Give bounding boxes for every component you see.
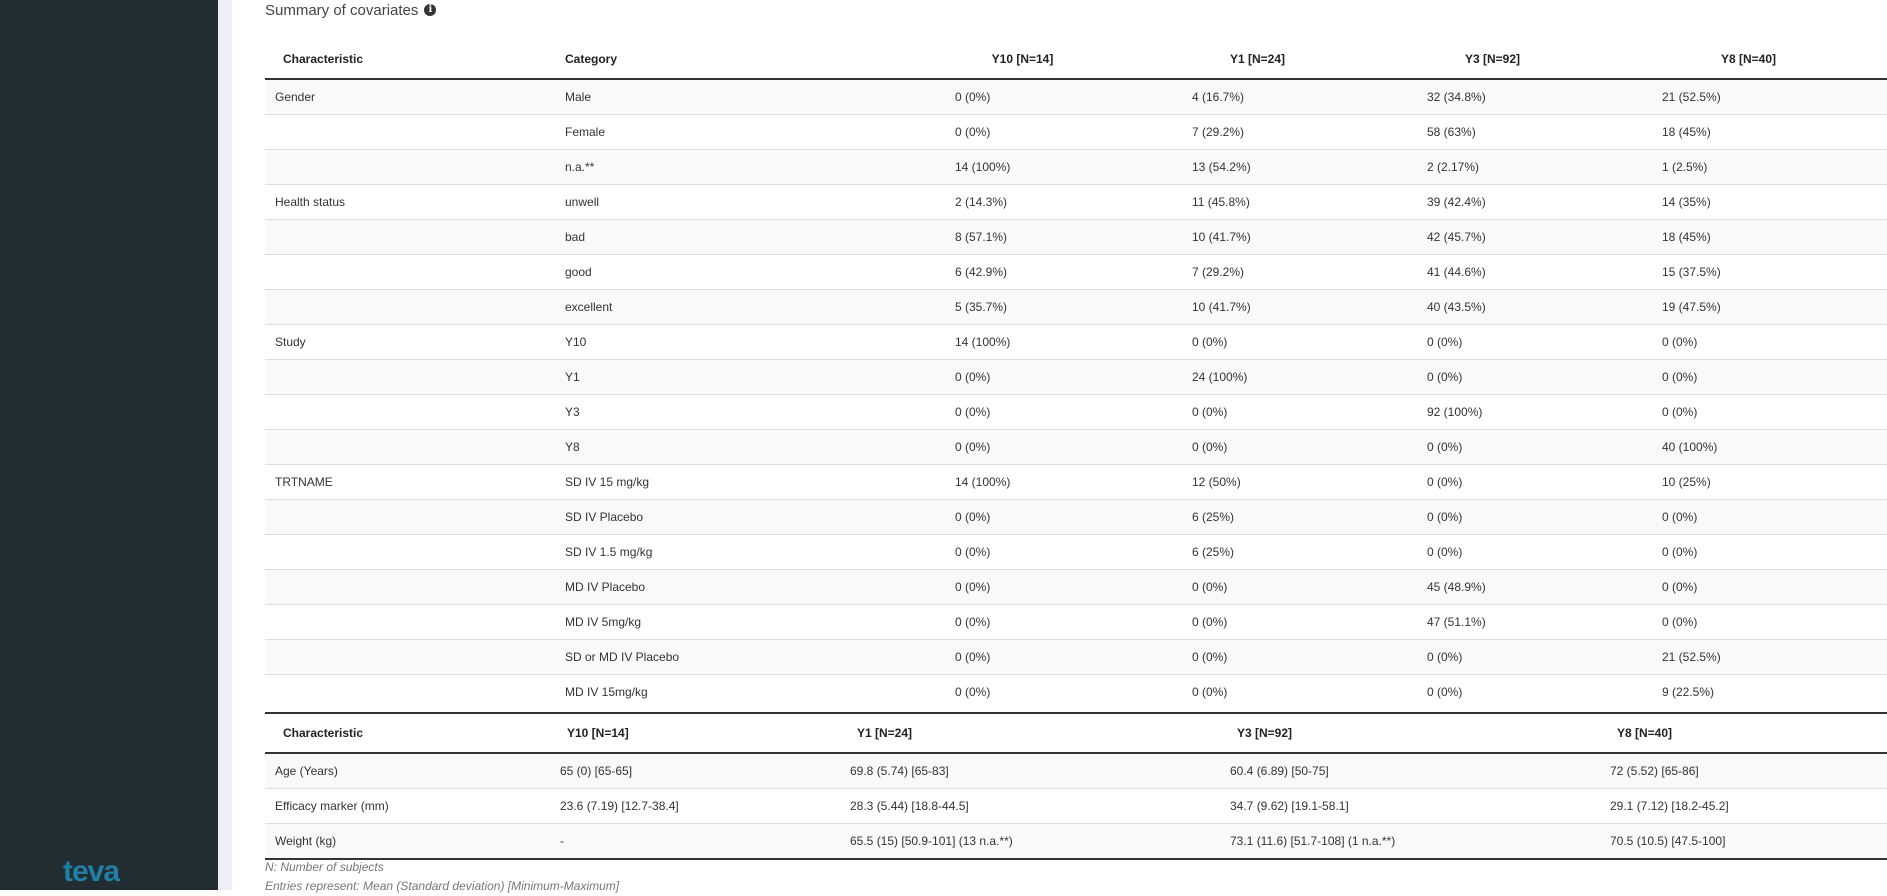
table-cell: 0 (0%) <box>1375 500 1610 535</box>
table-cell: 65.5 (15) [50.9-101] (13 n.a.**) <box>847 824 1227 860</box>
table-cell: 0 (0%) <box>1610 395 1887 430</box>
table-cell: 28.3 (5.44) [18.8-44.5] <box>847 789 1227 824</box>
table-cell: 0 (0%) <box>1375 325 1610 360</box>
table-cell: Y3 <box>565 395 905 430</box>
table-cell: 0 (0%) <box>1140 605 1375 640</box>
table-cell: 0 (0%) <box>1375 430 1610 465</box>
table-cell: good <box>565 255 905 290</box>
table-header-row <box>265 40 1887 79</box>
table-cell: Male <box>565 79 905 115</box>
table-cell: 73.1 (11.6) [51.7-108] (1 n.a.**) <box>1227 824 1607 860</box>
table-row <box>265 395 1887 430</box>
column-header: Y10 [N=14] <box>905 40 1140 79</box>
table-row <box>265 675 1887 710</box>
table-cell: MD IV Placebo <box>565 570 905 605</box>
table-cell: Female <box>565 115 905 150</box>
table-cell: 7 (29.2%) <box>1140 115 1375 150</box>
table-row <box>265 150 1887 185</box>
table-cell: 41 (44.6%) <box>1375 255 1610 290</box>
table-row <box>265 605 1887 640</box>
table-cell <box>265 290 565 325</box>
table-cell: 10 (25%) <box>1610 465 1887 500</box>
table-cell: 0 (0%) <box>905 570 1140 605</box>
teva-logo: teva <box>63 855 120 888</box>
column-header: Y8 [N=40] <box>1607 713 1887 753</box>
table-cell: 21 (52.5%) <box>1610 640 1887 675</box>
table-cell: 0 (0%) <box>1610 325 1887 360</box>
table-cell: 0 (0%) <box>1610 570 1887 605</box>
table-cell: 5 (35.7%) <box>905 290 1140 325</box>
table-cell: Gender <box>265 79 565 115</box>
table-cell <box>265 570 565 605</box>
column-header: Characteristic <box>265 713 557 753</box>
table-cell: n.a.** <box>565 150 905 185</box>
table-cell: 0 (0%) <box>905 430 1140 465</box>
table-cell: unwell <box>565 185 905 220</box>
table-cell: 60.4 (6.89) [50-75] <box>1227 753 1607 789</box>
table-cell: 9 (22.5%) <box>1610 675 1887 710</box>
table-cell: 42 (45.7%) <box>1375 220 1610 255</box>
table-cell: 19 (47.5%) <box>1610 290 1887 325</box>
table-cell: 92 (100%) <box>1375 395 1610 430</box>
table-cell: 69.8 (5.74) [65-83] <box>847 753 1227 789</box>
table-cell: 0 (0%) <box>905 395 1140 430</box>
table-row <box>265 535 1887 570</box>
table-cell: Y8 <box>565 430 905 465</box>
table-header-row <box>265 713 1887 753</box>
continuous-covariates-table <box>265 712 1887 860</box>
table-cell: 13 (54.2%) <box>1140 150 1375 185</box>
table-cell: 0 (0%) <box>905 605 1140 640</box>
table-cell: 14 (100%) <box>905 325 1140 360</box>
table-cell: 14 (100%) <box>905 465 1140 500</box>
footnotes <box>265 858 619 896</box>
table-cell: 18 (45%) <box>1610 220 1887 255</box>
table-cell: Y1 <box>565 360 905 395</box>
table-cell <box>265 395 565 430</box>
table-row <box>265 325 1887 360</box>
column-header: Y1 [N=24] <box>847 713 1227 753</box>
table-row <box>265 789 1887 824</box>
table-cell: 24 (100%) <box>1140 360 1375 395</box>
table-cell: 70.5 (10.5) [47.5-100] <box>1607 824 1887 860</box>
column-header: Y3 [N=92] <box>1375 40 1610 79</box>
table-row <box>265 465 1887 500</box>
table-row <box>265 753 1887 789</box>
table-cell: 1 (2.5%) <box>1610 150 1887 185</box>
info-icon[interactable]: i <box>424 4 436 16</box>
table-cell: 0 (0%) <box>1375 675 1610 710</box>
table-cell: 6 (25%) <box>1140 535 1375 570</box>
table-cell: 0 (0%) <box>1140 570 1375 605</box>
table-cell: 47 (51.1%) <box>1375 605 1610 640</box>
table-row <box>265 430 1887 465</box>
table-cell: SD or MD IV Placebo <box>565 640 905 675</box>
table-cell <box>265 115 565 150</box>
table-cell: 32 (34.8%) <box>1375 79 1610 115</box>
table-cell: 0 (0%) <box>905 640 1140 675</box>
table-cell <box>265 605 565 640</box>
table-cell: 0 (0%) <box>1610 605 1887 640</box>
table-cell: MD IV 15mg/kg <box>565 675 905 710</box>
table-cell <box>265 675 565 710</box>
column-header: Characteristic <box>265 40 565 79</box>
table-cell <box>265 640 565 675</box>
table-cell: 72 (5.52) [65-86] <box>1607 753 1887 789</box>
table-cell: SD IV Placebo <box>565 500 905 535</box>
table-cell: 0 (0%) <box>1610 360 1887 395</box>
section-title <box>265 0 436 20</box>
sidebar <box>0 0 218 890</box>
table-cell: 0 (0%) <box>1375 360 1610 395</box>
footnote: Entries represent: Mean (Standard deviation) [Minimum-Maximum] <box>265 879 620 893</box>
column-header: Y10 [N=14] <box>557 713 847 753</box>
table-cell: 0 (0%) <box>905 535 1140 570</box>
table-cell <box>265 500 565 535</box>
table-row <box>265 290 1887 325</box>
table-cell: SD IV 15 mg/kg <box>565 465 905 500</box>
table-row <box>265 220 1887 255</box>
table-cell: 0 (0%) <box>1140 395 1375 430</box>
table-row <box>265 185 1887 220</box>
table-cell: 0 (0%) <box>1140 325 1375 360</box>
table-cell: 11 (45.8%) <box>1140 185 1375 220</box>
table-cell: 0 (0%) <box>1375 465 1610 500</box>
table-row <box>265 640 1887 675</box>
table-cell: 14 (100%) <box>905 150 1140 185</box>
table-row <box>265 500 1887 535</box>
table-cell: 0 (0%) <box>1610 500 1887 535</box>
table-cell: 34.7 (9.62) [19.1-58.1] <box>1227 789 1607 824</box>
table-cell: 40 (43.5%) <box>1375 290 1610 325</box>
table-cell: 0 (0%) <box>1140 675 1375 710</box>
table-cell: 45 (48.9%) <box>1375 570 1610 605</box>
table-row <box>265 255 1887 290</box>
table-cell: 7 (29.2%) <box>1140 255 1375 290</box>
table-cell: 21 (52.5%) <box>1610 79 1887 115</box>
table-cell <box>265 535 565 570</box>
table-cell: bad <box>565 220 905 255</box>
table-cell: 0 (0%) <box>1375 535 1610 570</box>
column-header: Y3 [N=92] <box>1227 713 1607 753</box>
table-cell <box>265 150 565 185</box>
table-cell: Y10 <box>565 325 905 360</box>
table-cell <box>265 360 565 395</box>
table-cell: 10 (41.7%) <box>1140 290 1375 325</box>
table-cell: 39 (42.4%) <box>1375 185 1610 220</box>
table-cell: 23.6 (7.19) [12.7-38.4] <box>557 789 847 824</box>
table-row <box>265 79 1887 115</box>
table-cell: 0 (0%) <box>905 500 1140 535</box>
table-cell: 0 (0%) <box>1140 430 1375 465</box>
table-cell: excellent <box>565 290 905 325</box>
section-title-text: Summary of covariates <box>265 1 419 19</box>
table-cell: MD IV 5mg/kg <box>565 605 905 640</box>
table-cell: 58 (63%) <box>1375 115 1610 150</box>
table-cell: Weight (kg) <box>265 824 557 860</box>
sidebar-edge <box>218 0 232 890</box>
table-row <box>265 824 1887 860</box>
table-cell: Study <box>265 325 565 360</box>
table-cell: 0 (0%) <box>905 79 1140 115</box>
table-cell: 0 (0%) <box>1610 535 1887 570</box>
table-cell <box>265 430 565 465</box>
table-cell: 2 (14.3%) <box>905 185 1140 220</box>
table-cell: 10 (41.7%) <box>1140 220 1375 255</box>
table-row <box>265 115 1887 150</box>
table-cell: - <box>557 824 847 860</box>
main-content <box>265 0 1887 893</box>
table-cell: Health status <box>265 185 565 220</box>
table-cell: 6 (42.9%) <box>905 255 1140 290</box>
table-cell: 18 (45%) <box>1610 115 1887 150</box>
table-cell: 0 (0%) <box>1375 640 1610 675</box>
table-cell: 65 (0) [65-65] <box>557 753 847 789</box>
table-cell <box>265 220 565 255</box>
table-row <box>265 570 1887 605</box>
table-cell: TRTNAME <box>265 465 565 500</box>
table-cell: 29.1 (7.12) [18.2-45.2] <box>1607 789 1887 824</box>
table-cell: SD IV 1.5 mg/kg <box>565 535 905 570</box>
table-cell <box>265 255 565 290</box>
table-cell: 8 (57.1%) <box>905 220 1140 255</box>
column-header: Category <box>565 40 905 79</box>
table-cell: 2 (2.17%) <box>1375 150 1610 185</box>
table-cell: 0 (0%) <box>1140 640 1375 675</box>
table-row <box>265 360 1887 395</box>
table-cell: 4 (16.7%) <box>1140 79 1375 115</box>
table-cell: 6 (25%) <box>1140 500 1375 535</box>
column-header: Y8 [N=40] <box>1610 40 1887 79</box>
categorical-covariates-table <box>265 40 1887 709</box>
table-cell: 0 (0%) <box>905 360 1140 395</box>
column-header: Y1 [N=24] <box>1140 40 1375 79</box>
table-cell: Efficacy marker (mm) <box>265 789 557 824</box>
table-cell: 0 (0%) <box>905 115 1140 150</box>
table-cell: 40 (100%) <box>1610 430 1887 465</box>
table-cell: 15 (37.5%) <box>1610 255 1887 290</box>
table-cell: Age (Years) <box>265 753 557 789</box>
footnote: N: Number of subjects <box>265 860 384 874</box>
table-cell: 0 (0%) <box>905 675 1140 710</box>
table-cell: 14 (35%) <box>1610 185 1887 220</box>
table-cell: 12 (50%) <box>1140 465 1375 500</box>
